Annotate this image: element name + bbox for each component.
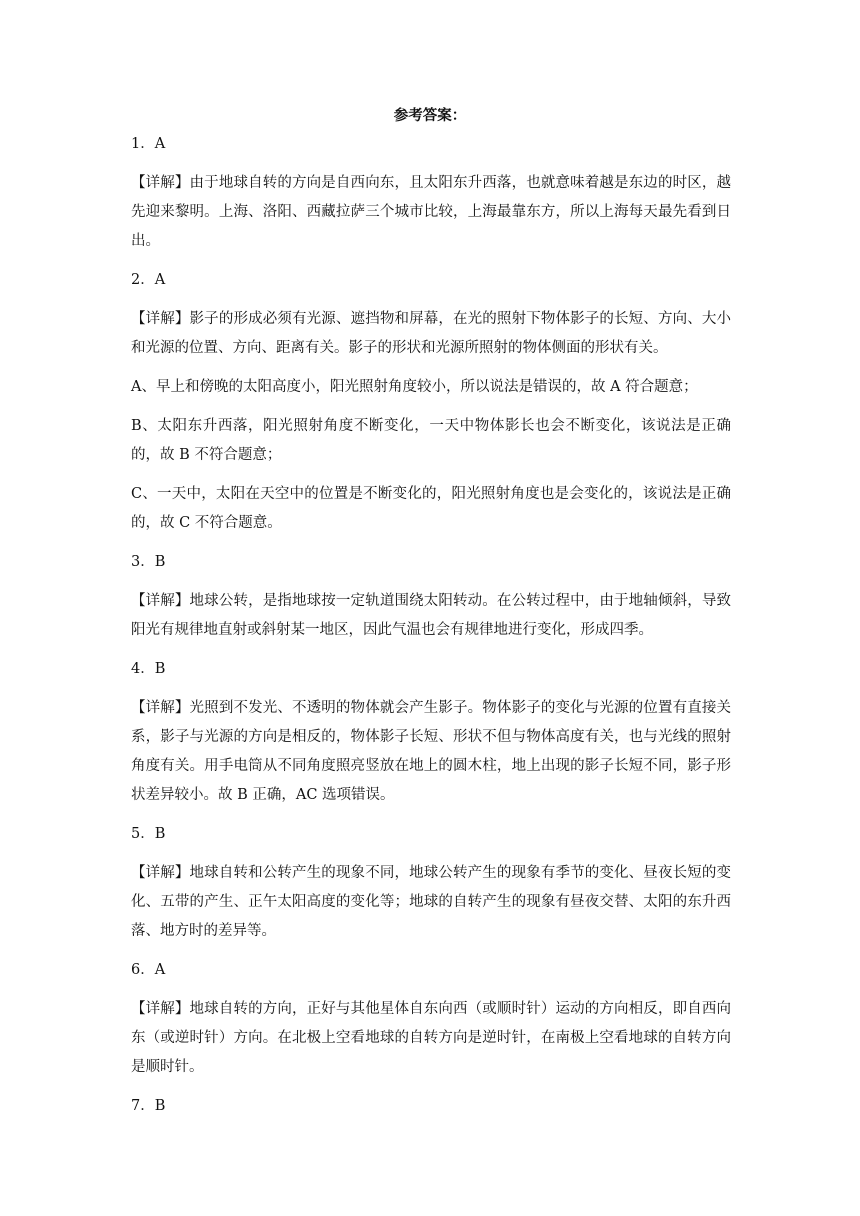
answer-number: 5．B [131, 826, 166, 842]
answer-explanation: 【详解】光照到不发光、不透明的物体就会产生影子。物体影子的变化与光源的位置有直接关系，影子与光源的方向是相反的，物体影子长短、形状不但与物体高度有关，也与光线的照射角度有关。用手电筒从不同角度照亮竖放在地上的圆木柱，地上出现的影子长短不同，影子形状差异较小。故 B 正确，AC 选项错误。 [131, 700, 731, 803]
answer-explanation: 【详解】由于地球自转的方向是自西向东，且太阳东升西落，也就意味着越是东边的时区，越先迎来黎明。上海、洛阳、西藏拉萨三个城市比较，上海最靠东方，所以上海每天最先看到日出。 [131, 175, 731, 249]
answer-item [131, 266, 731, 538]
answer-item [131, 956, 731, 1082]
answer-explanation: 【详解】影子的形成必须有光源、遮挡物和屏幕，在光的照射下物体影子的长短、方向、大小和光源的位置、方向、距离有关。影子的形状和光源所照射的物体侧面的形状有关。 [131, 311, 731, 356]
answer-option-b: B、太阳东升西落，阳光照射角度不断变化，一天中物体影长也会不断变化，该说法是正确的，故 B 不符合题意； [131, 418, 731, 463]
answer-item [131, 548, 731, 645]
answer-explanation: 【详解】地球公转，是指地球按一定轨道围绕太阳转动。在公转过程中，由于地轴倾斜，导致阳光有规律地直射或斜射某一地区，因此气温也会有规律地进行变化，形成四季。 [131, 593, 731, 638]
answer-option-a: A、早上和傍晚的太阳高度小，阳光照射角度较小，所以说法是错误的，故 A 符合题意； [131, 379, 698, 395]
page-title: 参考答案： [393, 107, 467, 124]
answer-number: 3．B [131, 554, 166, 570]
answer-number: 1．A [131, 136, 166, 152]
answer-explanation: 【详解】地球自转和公转产生的现象不同，地球公转产生的现象有季节的变化、昼夜长短的变化、五带的产生、正午太阳高度的变化等；地球的自转产生的现象有昼夜交替、太阳的东升西落、地方时的差异等。 [131, 865, 731, 939]
answer-number: 6．A [131, 962, 166, 978]
answer-option-c: C、一天中，太阳在天空中的位置是不断变化的，阳光照射角度也是会变化的，该说法是正确的，故 C 不符合题意。 [131, 486, 731, 531]
answer-explanation: 【详解】地球自转的方向，正好与其他星体自东向西（或顺时针）运动的方向相反，即自西向东（或逆时针）方向。在北极上空看地球的自转方向是逆时针，在南极上空看地球的自转方向是顺时针。 [131, 1001, 731, 1075]
answer-item [131, 655, 731, 810]
answer-item [131, 1092, 731, 1121]
answer-number: 2．A [131, 272, 166, 288]
answer-number: 4．B [131, 661, 166, 677]
answer-list [131, 130, 731, 1131]
answer-item [131, 130, 731, 256]
answer-item [131, 820, 731, 946]
answer-number: 7．B [131, 1098, 166, 1114]
